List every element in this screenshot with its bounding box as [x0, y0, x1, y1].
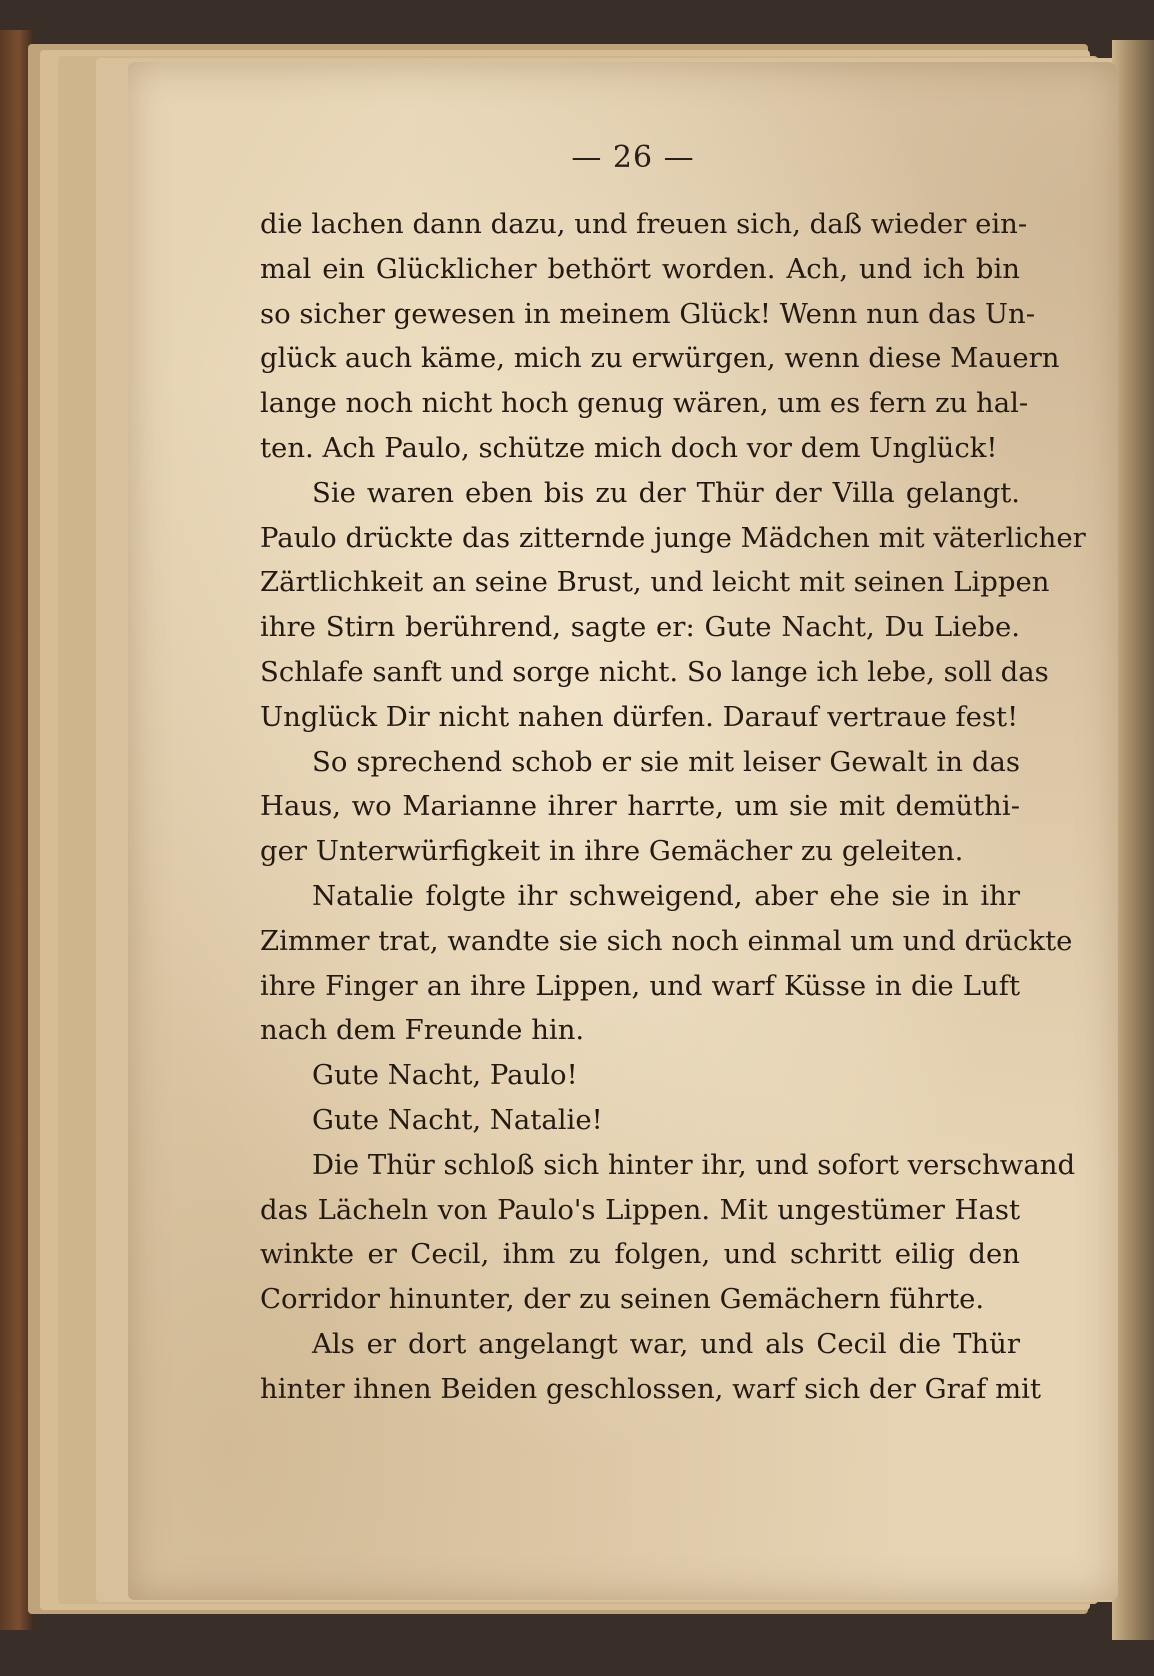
text-line: winkte er Cecil, ihm zu folgen, und schritt eilig den [260, 1238, 1020, 1271]
text-line: Unglück Dir nicht nahen dürfen. Darauf vertraue fest! [260, 700, 1019, 733]
text-line: Als er dort angelangt war, und als Cecil die Thür [312, 1327, 1020, 1360]
text-line: glück auch käme, mich zu erwürgen, wenn diese Mauern [260, 342, 1060, 375]
text-line: so sicher gewesen in meinem Glück! Wenn nun das Un- [260, 297, 1036, 330]
text-line: Gute Nacht, Paulo! [312, 1059, 578, 1092]
text-line: lange noch nicht hoch genug wären, um es fern zu hal- [260, 387, 1029, 420]
text-line: das Lächeln von Paulo's Lippen. Mit ungestümer Hast [260, 1193, 1020, 1226]
text-line: mal ein Glücklicher bethört worden. Ach, und ich bin [260, 252, 1020, 285]
text-line: die lachen dann dazu, und freuen sich, daß wieder ein- [260, 208, 1028, 240]
book-page [128, 62, 1118, 1600]
text-line: Zärtlichkeit an seine Brust, und leicht mit seinen Lippen [260, 566, 1050, 599]
text-line: Natalie folgte ihr schweigend, aber ehe sie in ihr [312, 879, 1020, 912]
text-line: Corridor hinunter, der zu seinen Gemächern führte. [260, 1283, 985, 1316]
text-line: Gute Nacht, Natalie! [312, 1103, 603, 1136]
text-line: ten. Ach Paulo, schütze mich doch vor dem Unglück! [260, 431, 998, 464]
text-line: So sprechend schob er sie mit leiser Gewalt in das [312, 745, 1020, 778]
text-line: ihre Finger an ihre Lippen, und warf Küsse in die Luft [260, 969, 1020, 1002]
page-number: — 26 — [571, 140, 695, 175]
text-line: Zimmer trat, wandte sie sich noch einmal um und drückte [260, 924, 1073, 957]
body-text [260, 202, 1086, 1412]
text-line: Schlafe sanft und sorge nicht. So lange ich lebe, soll das [260, 655, 1049, 688]
text-line: Paulo drückte das zitternde junge Mädchen mit väterlicher [260, 521, 1086, 554]
text-line: nach dem Freunde hin. [260, 1014, 585, 1047]
text-line: Sie waren eben bis zu der Thür der Villa gelangt. [312, 476, 1020, 509]
text-line: ihre Stirn berührend, sagte er: Gute Nacht, Du Liebe. [260, 611, 1020, 644]
right-page-edge [1112, 40, 1154, 1640]
text-line: hinter ihnen Beiden geschlossen, warf sich der Graf mit [260, 1372, 1042, 1405]
text-line: Die Thür schloß sich hinter ihr, und sofort verschwand [312, 1148, 1076, 1181]
text-line: ger Unterwürfigkeit in ihre Gemächer zu geleiten. [260, 835, 964, 868]
text-line: Haus, wo Marianne ihrer harrte, um sie mit demüthi- [260, 790, 1020, 823]
